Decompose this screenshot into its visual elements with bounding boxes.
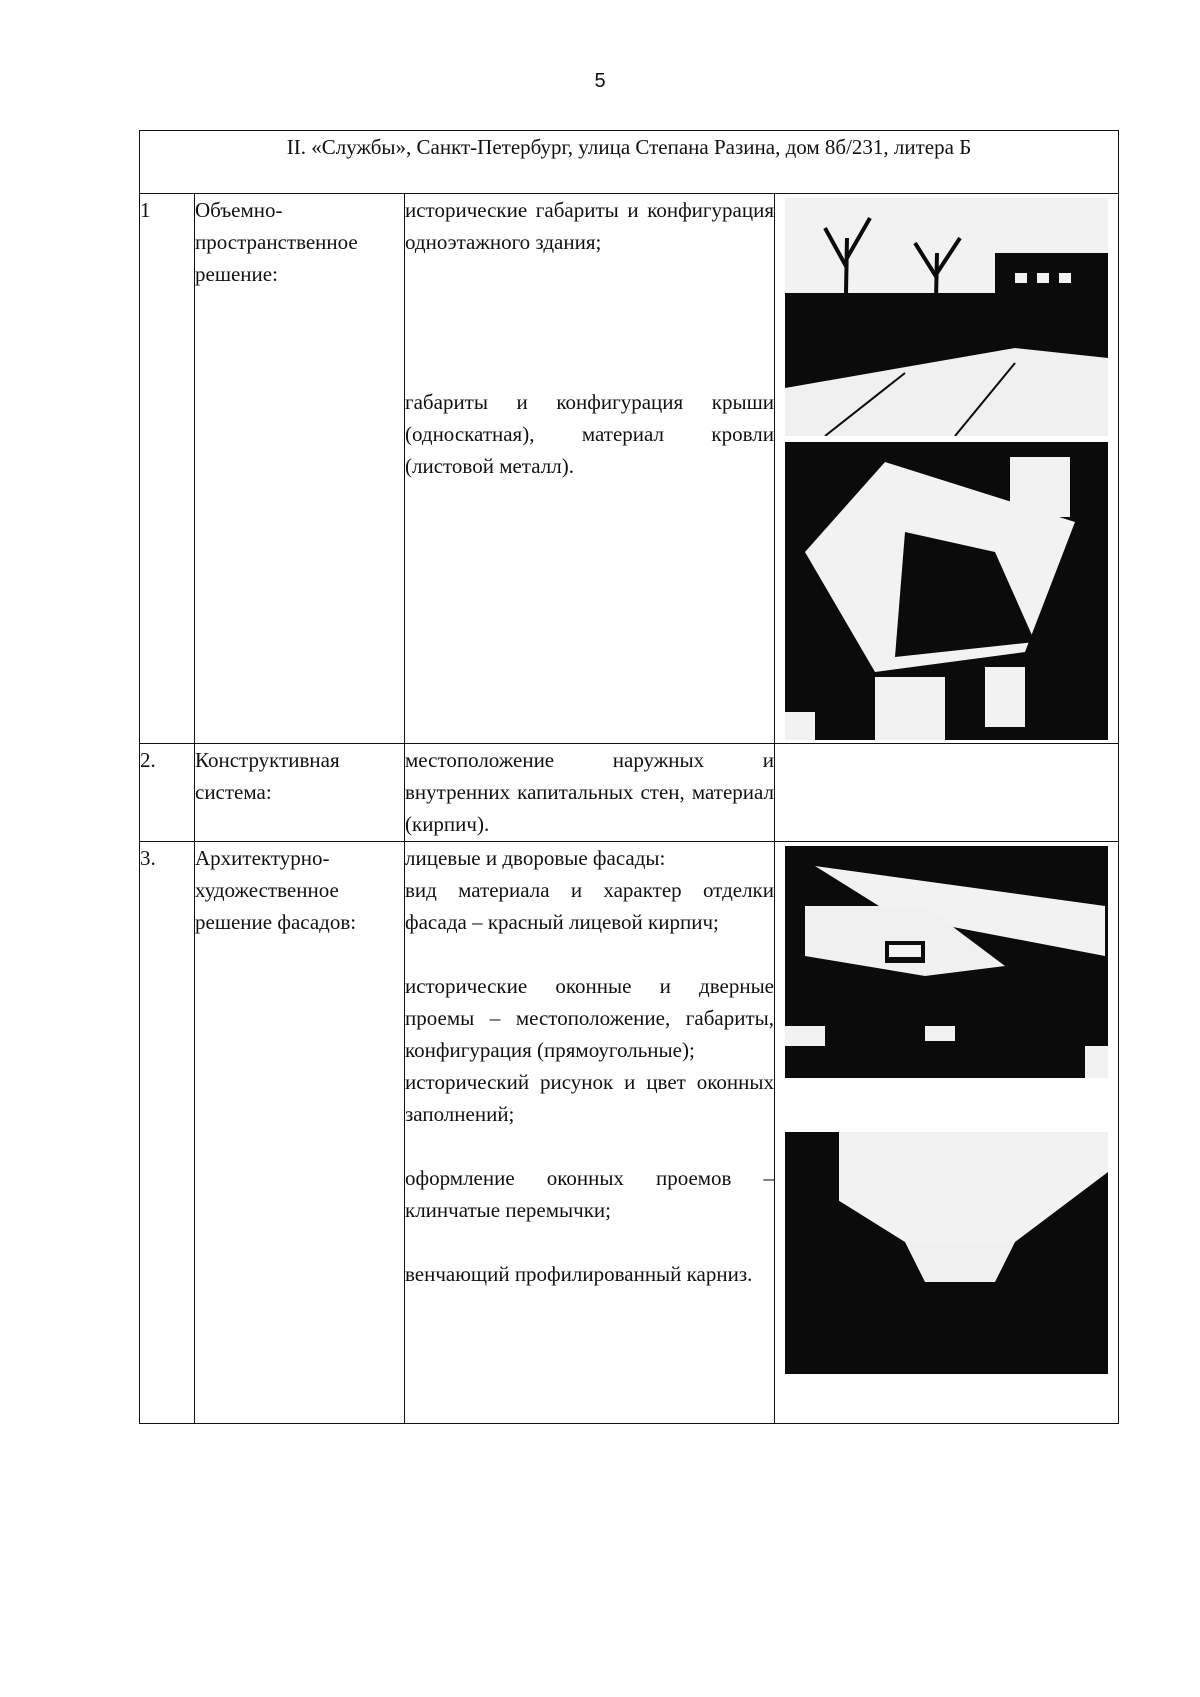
description-item: исторические габариты и конфигурация одноэтажного здания; [405, 198, 774, 254]
row-number: 3. [140, 842, 195, 1424]
row-title: Конструктивная система: [195, 744, 405, 842]
photo-facade-view [785, 846, 1108, 1078]
table-header-row [140, 131, 1119, 194]
page-number: 5 [594, 70, 606, 92]
table-row [140, 744, 1119, 842]
row-description [405, 194, 775, 744]
row-description [405, 744, 775, 842]
photo-courtyard-view [785, 198, 1108, 436]
row-number: 1 [140, 194, 195, 744]
photo-cell [775, 194, 1119, 744]
table-header: II. «Службы», Санкт-Петербург, улица Степана Разина, дом 8б/231, литера Б [140, 131, 1119, 194]
table-row [140, 842, 1119, 1424]
row-number: 2. [140, 744, 195, 842]
elements-table [139, 130, 1119, 1424]
description-item: оформление оконных проемов – клинчатые перемычки; [405, 1166, 774, 1222]
description-item: венчающий профилированный карниз. [405, 1262, 753, 1286]
photo-cell [775, 842, 1119, 1424]
photo-cell-empty [775, 744, 1119, 842]
description-item: лицевые и дворовые фасады: [405, 846, 666, 870]
description-item: исторический рисунок и цвет оконных заполнений; [405, 1070, 774, 1126]
photo-passage-view [785, 1132, 1108, 1374]
description-item: вид материала и характер отделки фасада – красный лицевой кирпич; [405, 878, 774, 934]
description-item: исторические оконные и дверные проемы – местоположение, габариты, конфигурация (прямоугольные); [405, 974, 774, 1062]
photo-roof-view [785, 442, 1108, 740]
row-description [405, 842, 775, 1424]
description-item: габариты и конфигурация крыши (односкатная), материал кровли (листовой металл). [405, 390, 774, 478]
row-title: Объемно-пространственное решение: [195, 194, 405, 744]
row-title: Архитектурно-художественное решение фасадов: [195, 842, 405, 1424]
table-row [140, 194, 1119, 744]
description-item: местоположение наружных и внутренних капитальных стен, материал (кирпич). [405, 748, 774, 836]
